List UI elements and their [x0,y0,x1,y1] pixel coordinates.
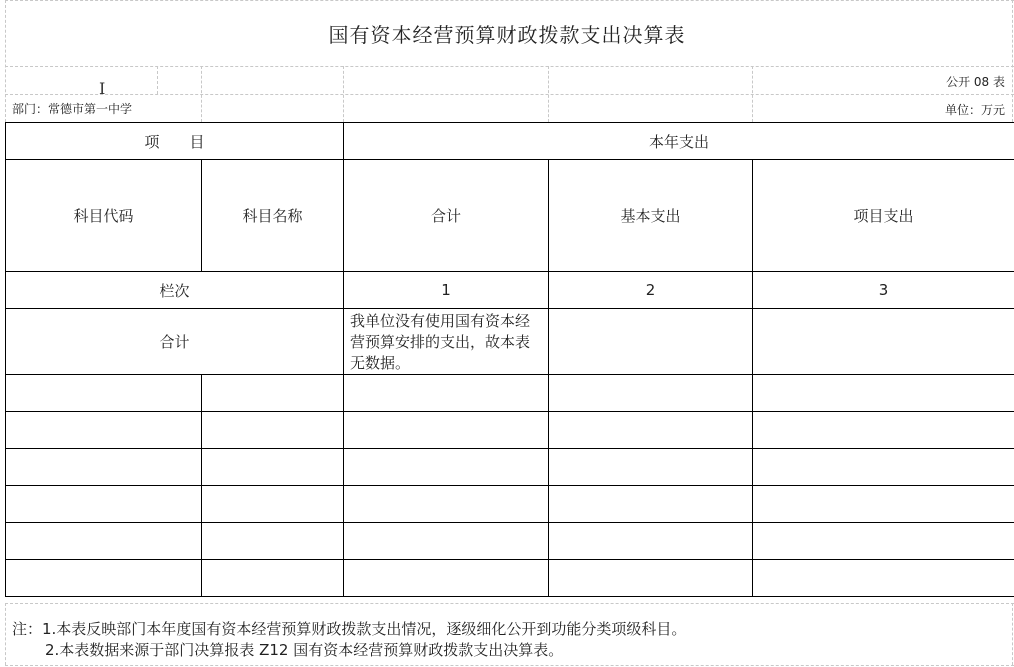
grid-line [548,66,549,122]
empty-cell [202,449,344,486]
grid-line [1012,603,1013,665]
empty-cell [202,412,344,449]
grid-line [5,603,6,665]
empty-cell [6,449,202,486]
grid-line [5,94,1014,95]
empty-cell [549,375,753,412]
empty-cell [202,560,344,597]
empty-cell [753,523,1014,560]
name-header: 科目名称 [202,160,344,272]
column-number-1: 1 [344,272,549,309]
grid-line [343,66,344,122]
empty-cell [344,375,549,412]
empty-cell [549,449,753,486]
grid-line [157,66,158,94]
empty-cell [344,560,549,597]
empty-cell [753,309,1014,375]
empty-cell [6,486,202,523]
empty-cell [753,375,1014,412]
item-header: 项 目 [6,123,344,160]
table-row [6,449,1014,486]
department-label: 部门：常德市第一中学 [12,102,133,116]
empty-cell [344,412,549,449]
column-number-3: 3 [753,272,1014,309]
empty-cell [753,560,1014,597]
grid-line [201,66,202,122]
empty-cell [202,523,344,560]
unit-label: 单位：万元 [944,103,1005,117]
project-header: 项目支出 [753,160,1014,272]
header-row-1 [6,123,1014,160]
column-number-row [6,272,1014,309]
table-row [6,560,1014,597]
footnote-line-1: 注：1.本表反映部门本年度国有资本经营预算财政拨款支出情况，逐级细化公开到功能分类项级科目。 [12,620,687,638]
empty-cell [6,560,202,597]
empty-cell [202,375,344,412]
table-row [6,375,1014,412]
table-row [6,412,1014,449]
grid-line [752,66,753,122]
empty-cell [6,523,202,560]
code-header: 科目代码 [6,160,202,272]
empty-cell [549,560,753,597]
total-header: 合计 [344,160,549,272]
empty-cell [344,486,549,523]
header-row-2 [6,160,1014,272]
grid-line [5,603,1014,604]
empty-cell [6,375,202,412]
basic-header: 基本支出 [549,160,753,272]
empty-cell [753,412,1014,449]
empty-cell [202,486,344,523]
text-cursor-icon: I [99,79,106,98]
grid-line [5,665,1014,666]
empty-cell [549,412,753,449]
current-year-header: 本年支出 [344,123,1014,160]
table-row [6,523,1014,560]
page-title: 国有资本经营预算财政拨款支出决算表 [328,22,686,47]
form-number: 公开 08 表 [946,75,1005,89]
expenditure-table [5,122,1014,597]
empty-cell [753,449,1014,486]
column-label: 栏次 [6,272,344,309]
empty-cell [344,449,549,486]
no-data-note: 我单位没有使用国有资本经营预算安排的支出，故本表无数据。 [344,309,549,375]
empty-cell [753,486,1014,523]
table-row [6,486,1014,523]
empty-cell [549,309,753,375]
empty-cell [344,523,549,560]
total-row [6,309,1014,375]
total-label: 合计 [6,309,344,375]
empty-cell [549,523,753,560]
footnote-line-2: 2.本表数据来源于部门决算报表 Z12 国有资本经营预算财政拨款支出决算表。 [45,641,564,659]
empty-cell [6,412,202,449]
empty-cell [549,486,753,523]
column-number-2: 2 [549,272,753,309]
